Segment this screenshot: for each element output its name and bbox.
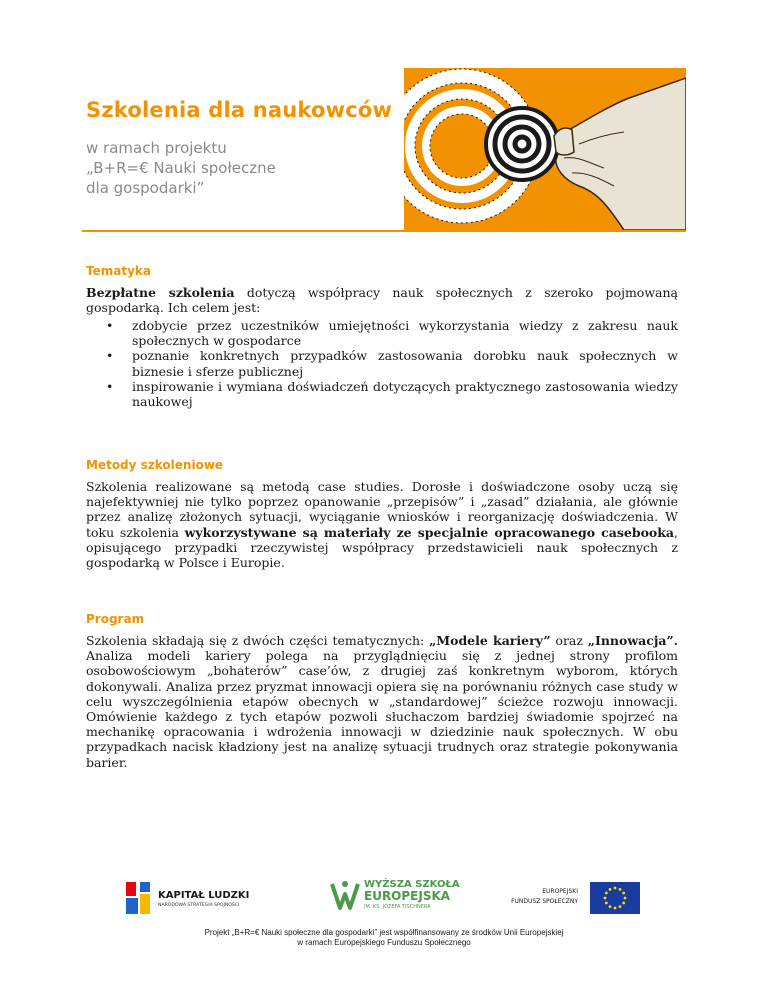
metody-text-a: Szkolenia realizowane są metodą case studies. Dorosłe i doświadczone osoby uczą się najefektywniej nie tylko poprzez opanowanie „przepisów” i „zasad” działania, ale głównie przez analizę złożonych sytuacji, wyciąganie wniosków i reorganizację doświadczenia. W toku szkolenia	[86, 479, 678, 540]
efs-label-1: EUROPEJSKI	[542, 888, 578, 895]
eu-star	[605, 902, 608, 905]
tematyka-intro	[86, 285, 678, 315]
wse-label-3: IM. KS. JÓZEFA TISCHNERA	[364, 904, 431, 910]
list-item: • zdobycie przez uczestników umiejętności wykorzystania wiedzy z zakresu nauk społecznych w gospodarce	[86, 318, 678, 348]
footer-note-line: w ramach Europejskiego Funduszu Społecznego	[297, 938, 471, 947]
page-subtitle	[86, 138, 276, 198]
section-title-metody: Metody szkoleniowe	[86, 458, 224, 472]
list-item: • inspirowanie i wymiana doświadczeń dotyczących praktycznego zastosowania wiedzy naukowej	[86, 379, 678, 409]
eu-star	[609, 888, 612, 891]
eu-star	[622, 892, 625, 895]
program-text-a: Szkolenia składają się z dwóch części tematycznych:	[86, 633, 430, 648]
header-illustration	[404, 68, 686, 230]
wse-icon	[330, 878, 360, 914]
header-divider	[82, 230, 686, 232]
metody-paragraph	[86, 479, 678, 570]
eu-star	[614, 887, 617, 890]
footer-cofinancing-note	[0, 928, 768, 948]
efs-logo	[511, 878, 650, 918]
kapital-ludzki-label: KAPITAŁ LUDZKI	[158, 890, 250, 901]
eu-star	[614, 907, 617, 910]
footer-logos	[0, 872, 768, 922]
eu-star	[619, 888, 622, 891]
program-paragraph	[86, 633, 678, 770]
eu-star	[609, 905, 612, 908]
subtitle-line: dla gospodarki”	[86, 179, 205, 197]
metody-text-b: , opisującego przypadki rzeczywistej współpracy przedstawicieli nauk społecznych z gospodarką w Polsce i Europie.	[86, 524, 678, 571]
page-title: Szkolenia dla naukowców	[86, 98, 393, 122]
eu-star	[624, 897, 627, 900]
subtitle-line: w ramach projektu	[86, 139, 227, 157]
program-text-mid: oraz	[550, 633, 588, 648]
wse-logo	[330, 876, 490, 918]
tematyka-goals-list	[86, 318, 678, 409]
kapital-ludzki-sublabel: NARODOWA STRATEGIA SPÓJNOŚCI	[158, 903, 240, 908]
list-item: • poznanie konkretnych przypadków zastosowania dorobku nauk społecznych w biznesie i sferze publicznej	[86, 348, 678, 378]
program-bold-innowacja: „Innowacja”.	[587, 633, 678, 648]
hand-magnifier-image	[404, 68, 686, 230]
eu-star	[605, 892, 608, 895]
tematyka-intro-text: dotyczą współpracy nauk społecznych z szeroko pojmowaną gospodarką. Ich celem jest:	[86, 285, 678, 316]
section-title-tematyka: Tematyka	[86, 264, 151, 278]
eu-flag-icon	[590, 882, 640, 914]
footer-note-line: Projekt „B+R=€ Nauki społeczne dla gospodarki” jest współfinansowany ze środków Unii Europejskiej	[204, 928, 564, 937]
program-text-b: Analiza modeli kariery polega na przyglądnięciu się z jednej strony profilom osobowościowym „bohaterów” case’ów, z drugiej zaś konkretnym wyborom, których dokonywali. Analiza przez pryzmat innowacji opiera się na porównaniu różnych case study w celu wyszczególnienia etapów obecnych w „standardowej” ścieżce rozwoju innowacji. Omówienie każdego z tych etapów pozwoli słuchaczom bardziej świadomie spojrzeć na mechanikę opracowania i wdrożenia innowacji w dziedzinie nauk społecznych. W obu przypadkach nacisk kładziony jest na analizę sytuacji trudnych oraz strategie pokonywania barier.	[86, 648, 678, 770]
section-title-program: Program	[86, 612, 145, 626]
tematyka-intro-bold: Bezpłatne szkolenia	[86, 285, 235, 300]
kapital-ludzki-icon	[124, 878, 154, 918]
eu-star	[622, 902, 625, 905]
metody-text-bold: wykorzystywane są materiały ze specjalnie opracowanego casebooka	[184, 524, 675, 540]
wse-label-2: EUROPEJSKA	[364, 889, 451, 903]
eu-star	[604, 897, 607, 900]
wse-label-1: WYŻSZA SZKOŁA	[364, 879, 460, 890]
eu-star	[619, 905, 622, 908]
efs-label-2: FUNDUSZ SPOŁECZNY	[511, 898, 578, 905]
program-bold-modele: „Modele kariery”	[429, 633, 551, 648]
kapital-ludzki-logo	[124, 878, 250, 918]
subtitle-line: „B+R=€ Nauki społeczne	[86, 159, 276, 177]
